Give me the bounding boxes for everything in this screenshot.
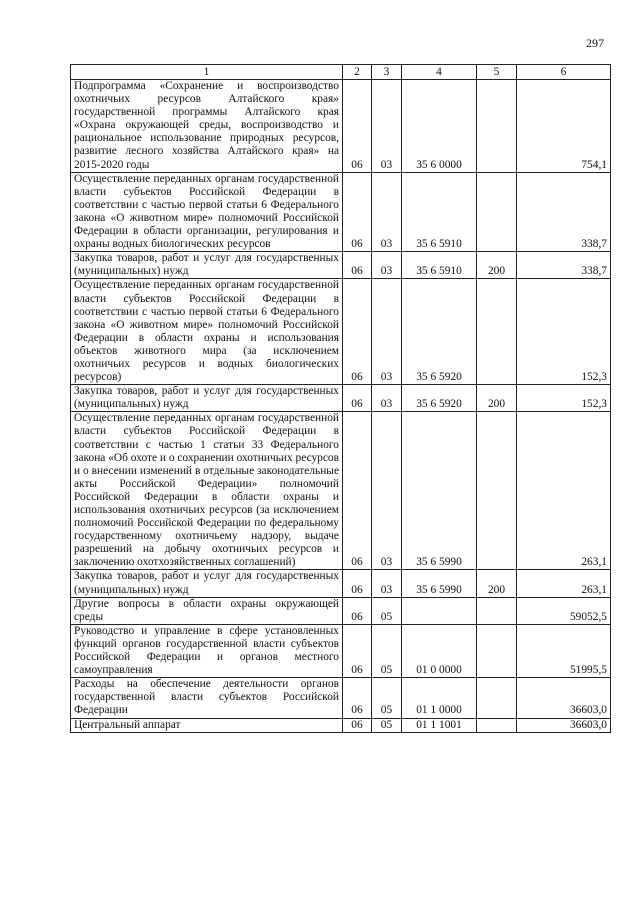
column-header: 5 bbox=[477, 65, 517, 80]
expense-type-cell: 200 bbox=[477, 252, 517, 279]
target-article-cell: 35 6 5920 bbox=[402, 279, 477, 385]
section-code-cell: 06 bbox=[343, 678, 372, 718]
row-name-cell: Расходы на обеспечение деятельности органов государственной власти субъектов Российской Федерации bbox=[71, 678, 343, 718]
section-code-cell: 06 bbox=[343, 172, 372, 252]
amount-cell: 754,1 bbox=[517, 80, 611, 173]
budget-table bbox=[70, 64, 611, 733]
row-name-cell: Закупка товаров, работ и услуг для государственных (муниципальных) нужд bbox=[71, 252, 343, 279]
section-code-cell: 06 bbox=[343, 412, 372, 570]
section-code-cell: 06 bbox=[343, 80, 372, 173]
table-row bbox=[71, 678, 611, 718]
page-number: 297 bbox=[586, 36, 604, 50]
expense-type-cell: 200 bbox=[477, 570, 517, 597]
row-name-cell: Осуществление переданных органам государственной власти субъектов Российской Федерации в соответствии с частью первой статьи 6 Федерального закона «О животном мире» полномочий Российской Федерации в области охраны и использования объектов животного мира (за исключением охотничьих ресурсов и водных биологических ресурсов) bbox=[71, 279, 343, 385]
amount-cell: 263,1 bbox=[517, 412, 611, 570]
subsection-code-cell: 03 bbox=[372, 279, 402, 385]
target-article-cell: 01 1 1001 bbox=[402, 718, 477, 732]
subsection-code-cell: 03 bbox=[372, 385, 402, 412]
subsection-code-cell: 03 bbox=[372, 570, 402, 597]
amount-cell: 263,1 bbox=[517, 570, 611, 597]
table-row bbox=[71, 172, 611, 252]
subsection-code-cell: 03 bbox=[372, 172, 402, 252]
expense-type-cell bbox=[477, 597, 517, 624]
row-name-cell: Подпрограмма «Сохранение и воспроизводство охотничьих ресурсов Алтайского края» государственной программы Алтайского края «Охрана окружающей среды, воспроизводство и рациональное использование природных ресурсов, развитие лесного хозяйства Алтайского края» на 2015-2020 годы bbox=[71, 80, 343, 173]
expense-type-cell bbox=[477, 279, 517, 385]
expense-type-cell bbox=[477, 624, 517, 677]
amount-cell: 51995,5 bbox=[517, 624, 611, 677]
target-article-cell bbox=[402, 597, 477, 624]
subsection-code-cell: 03 bbox=[372, 80, 402, 173]
section-code-cell: 06 bbox=[343, 279, 372, 385]
expense-type-cell bbox=[477, 678, 517, 718]
column-header: 3 bbox=[372, 65, 402, 80]
row-name-cell: Другие вопросы в области охраны окружающей среды bbox=[71, 597, 343, 624]
column-header: 4 bbox=[402, 65, 477, 80]
target-article-cell: 35 6 5920 bbox=[402, 385, 477, 412]
target-article-cell: 35 6 0000 bbox=[402, 80, 477, 173]
subsection-code-cell: 05 bbox=[372, 678, 402, 718]
row-name-cell: Закупка товаров, работ и услуг для государственных (муниципальных) нужд bbox=[71, 385, 343, 412]
amount-cell: 36603,0 bbox=[517, 678, 611, 718]
table-row bbox=[71, 385, 611, 412]
header-row bbox=[71, 65, 611, 80]
subsection-code-cell: 03 bbox=[372, 412, 402, 570]
amount-cell: 152,3 bbox=[517, 279, 611, 385]
target-article-cell: 01 1 0000 bbox=[402, 678, 477, 718]
expense-type-cell: 200 bbox=[477, 385, 517, 412]
amount-cell: 152,3 bbox=[517, 385, 611, 412]
table-row bbox=[71, 252, 611, 279]
table-row bbox=[71, 80, 611, 173]
subsection-code-cell: 05 bbox=[372, 597, 402, 624]
row-name-cell: Центральный аппарат bbox=[71, 718, 343, 732]
amount-cell: 36603,0 bbox=[517, 718, 611, 732]
section-code-cell: 06 bbox=[343, 570, 372, 597]
section-code-cell: 06 bbox=[343, 252, 372, 279]
subsection-code-cell: 03 bbox=[372, 252, 402, 279]
expense-type-cell bbox=[477, 718, 517, 732]
section-code-cell: 06 bbox=[343, 624, 372, 677]
target-article-cell: 35 6 5910 bbox=[402, 252, 477, 279]
amount-cell: 59052,5 bbox=[517, 597, 611, 624]
table-row bbox=[71, 570, 611, 597]
subsection-code-cell: 05 bbox=[372, 718, 402, 732]
table-row bbox=[71, 624, 611, 677]
table-row bbox=[71, 718, 611, 732]
column-header: 2 bbox=[343, 65, 372, 80]
table-row bbox=[71, 412, 611, 570]
target-article-cell: 35 6 5910 bbox=[402, 172, 477, 252]
target-article-cell: 35 6 5990 bbox=[402, 412, 477, 570]
section-code-cell: 06 bbox=[343, 385, 372, 412]
target-article-cell: 01 0 0000 bbox=[402, 624, 477, 677]
table-row bbox=[71, 597, 611, 624]
row-name-cell: Осуществление переданных органам государственной власти субъектов Российской Федерации в соответствии с частью первой статьи 6 Федерального закона «О животном мире» полномочий Российской Федерации в области организации, регулирования и охраны водных биологических ресурсов bbox=[71, 172, 343, 252]
column-header: 6 bbox=[517, 65, 611, 80]
table-row bbox=[71, 279, 611, 385]
section-code-cell: 06 bbox=[343, 718, 372, 732]
amount-cell: 338,7 bbox=[517, 252, 611, 279]
row-name-cell: Закупка товаров, работ и услуг для государственных (муниципальных) нужд bbox=[71, 570, 343, 597]
column-header: 1 bbox=[71, 65, 343, 80]
expense-type-cell bbox=[477, 412, 517, 570]
row-name-cell: Руководство и управление в сфере установленных функций органов государственной власти субъектов Российской Федерации и органов местного самоуправления bbox=[71, 624, 343, 677]
subsection-code-cell: 05 bbox=[372, 624, 402, 677]
amount-cell: 338,7 bbox=[517, 172, 611, 252]
section-code-cell: 06 bbox=[343, 597, 372, 624]
row-name-cell: Осуществление переданных органам государственной власти субъектов Российской Федерации в соответствии с частью 1 статьи 33 Федерального закона «Об охоте и о сохранении охотничьих ресурсов и о внесении изменений в отдельные законодательные акты Российской Федерации» полномочий Российской Федерации в области охраны и использования охотничьих ресурсов (за исключением полномочий Российской Федерации по федеральному государственному охотничьему надзору, выдаче разрешений на добычу охотничьих ресурсов и заключению охотхозяйственных соглашений) bbox=[71, 412, 343, 570]
target-article-cell: 35 6 5990 bbox=[402, 570, 477, 597]
expense-type-cell bbox=[477, 80, 517, 173]
expense-type-cell bbox=[477, 172, 517, 252]
